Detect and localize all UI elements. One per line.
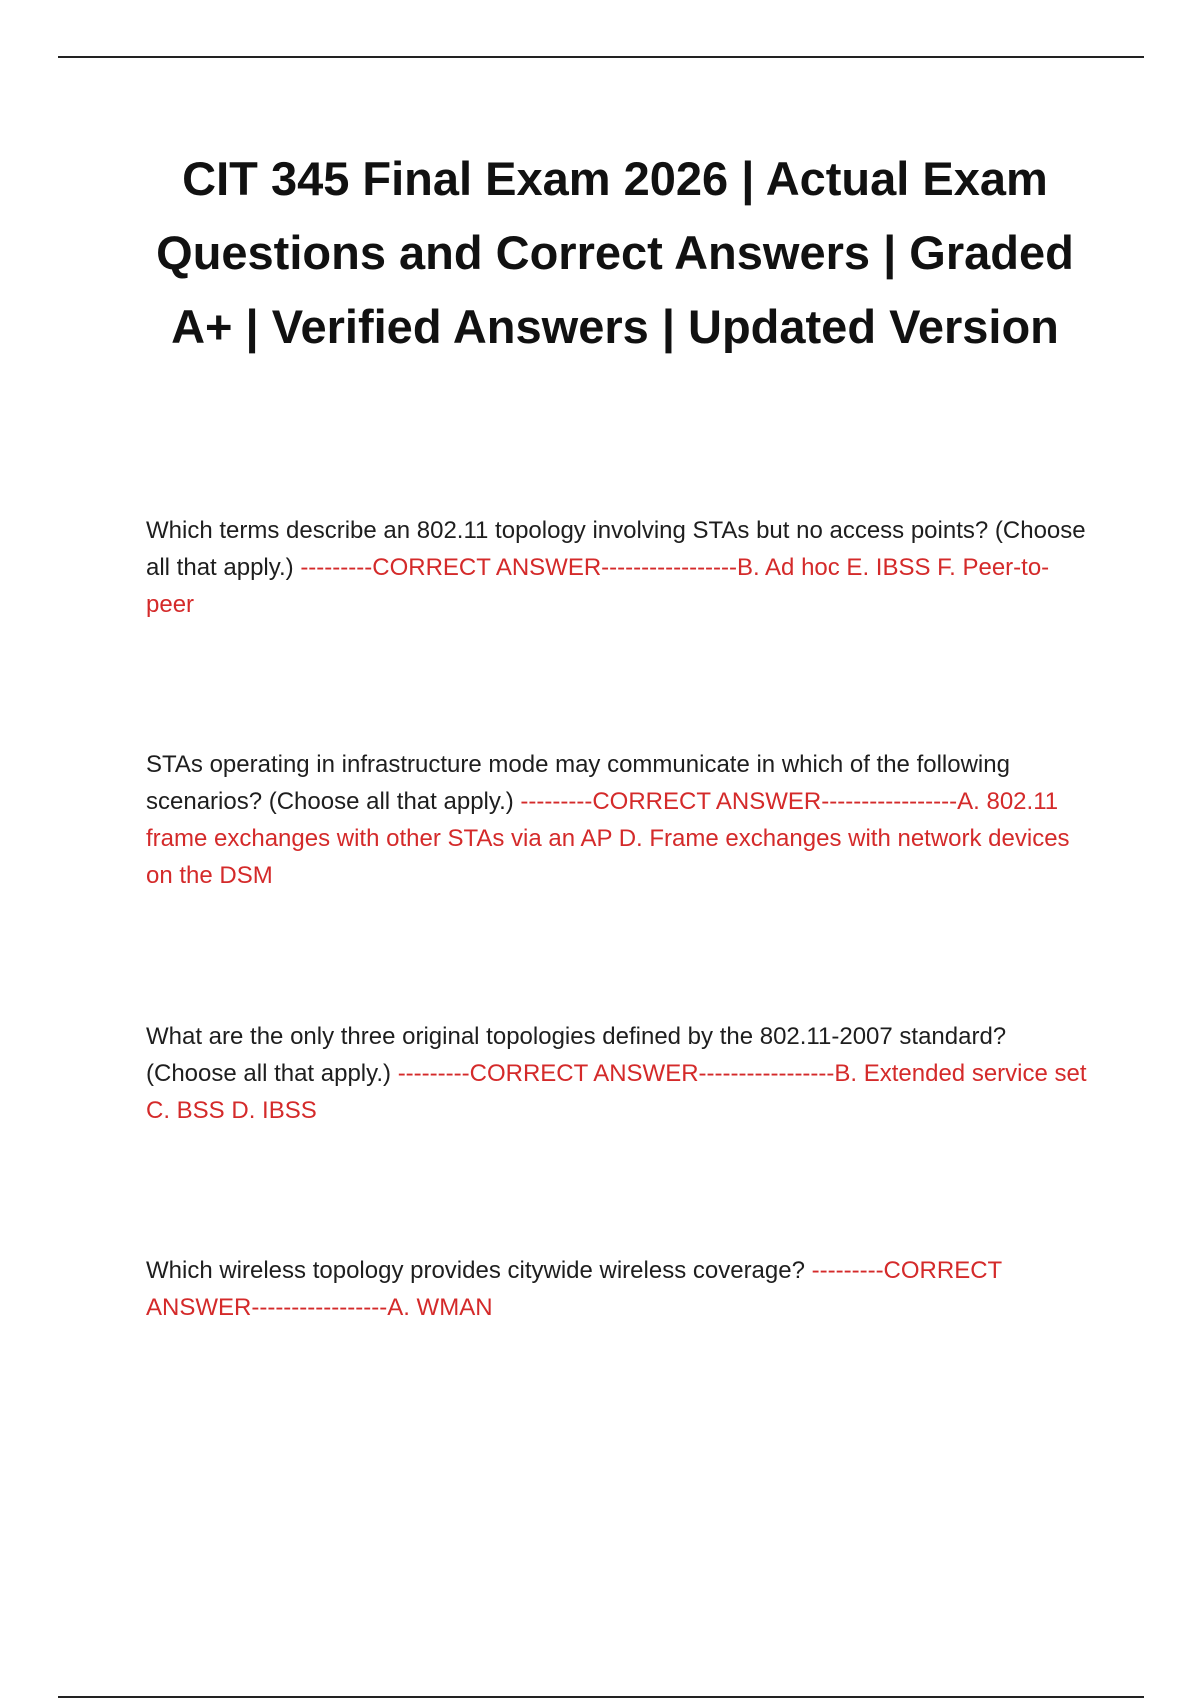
qa-item-4 [146,1252,1096,1326]
question-text: What are the only three original topologies defined by the 802.11-2007 standard? (Choose all that apply.) [146,1023,1007,1087]
answer-text: ---------CORRECT ANSWER-----------------B. Ad hoc E. IBSS F. Peer-to-peer [146,554,1050,618]
qa-item-1 [146,512,1096,623]
question-text: STAs operating in infrastructure mode may communicate in which of the following scenarios? (Choose all that apply.) [146,751,1010,815]
answer-text: ---------CORRECT ANSWER-----------------A. 802.11 frame exchanges with other STAs via an AP D. Frame exchanges with network devices on the DSM [146,788,1070,889]
qa-item-3 [146,1018,1096,1129]
question-text: Which terms describe an 802.11 topology involving STAs but no access points? (Choose all that apply.) [146,517,1086,581]
qa-item-2 [146,746,1096,894]
bottom-rule [58,1696,1144,1698]
question-text: Which wireless topology provides citywide wireless coverage? [146,1257,812,1284]
top-rule [58,56,1144,58]
document-title: CIT 345 Final Exam 2026 | Actual Exam Questions and Correct Answers | Graded A+ | Verified Answers | Updated Version [156,152,1074,353]
answer-text: ---------CORRECT ANSWER-----------------B. Extended service set C. BSS D. IBSS [146,1060,1087,1124]
answer-text: ---------CORRECT ANSWER-----------------A. WMAN [146,1257,1002,1321]
